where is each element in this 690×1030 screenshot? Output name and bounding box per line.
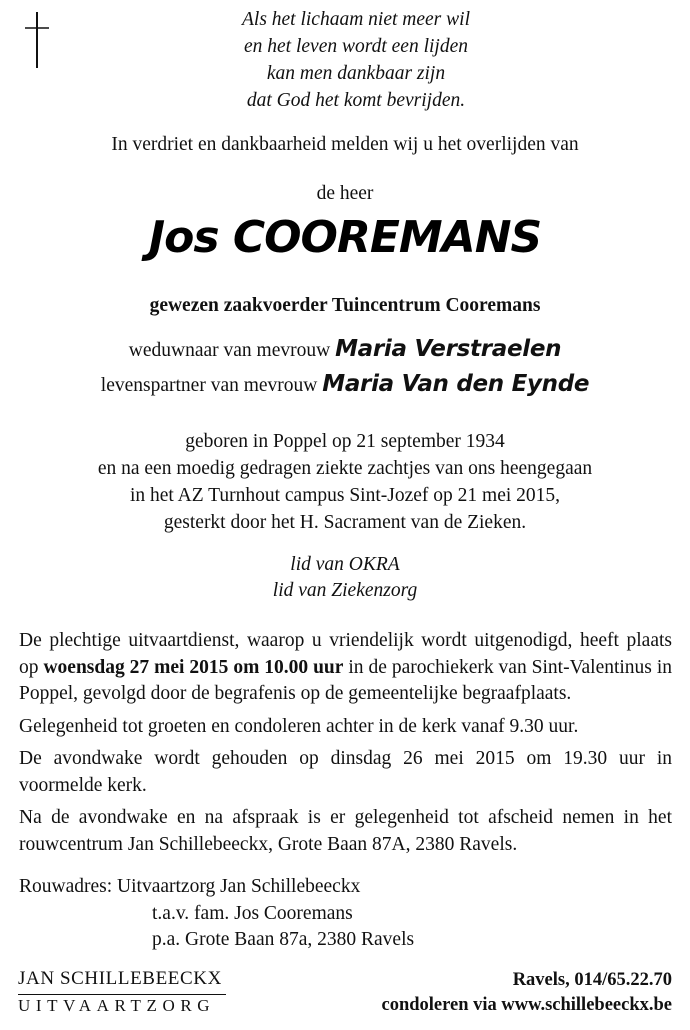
address-line: p.a. Grote Baan 87a, 2380 Ravels <box>152 929 415 950</box>
partner-name: Maria Van den Eynde <box>322 371 590 397</box>
funeral-service-paragraph <box>19 628 672 708</box>
relation-prefix: weduwnaar van mevrouw <box>128 340 331 361</box>
poem <box>0 6 690 114</box>
relation-partner <box>0 371 690 397</box>
text-run: in de parochiekerk van Sint-Valentinus in Poppel, gevolgd door de begrafenis op de gemeentelijke begraafplaats. <box>19 656 673 704</box>
poem-line: en het leven wordt een lijden <box>244 36 468 57</box>
contact-website: condoleren via www.schillebeeckx.be <box>381 995 672 1015</box>
intro-text: In verdriet en dankbaarheid melden wij u het overlijden van <box>111 134 579 155</box>
title-prefix: de heer <box>316 183 374 204</box>
membership-item: lid van OKRA <box>290 554 400 575</box>
contact-phone: Ravels, 014/65.22.70 <box>512 970 672 990</box>
deceased-name: Jos COOREMANS <box>148 212 542 263</box>
poem-line: dat God het komt bevrijden. <box>246 90 466 111</box>
address-line: Uitvaartzorg Jan Schillebeeckx <box>117 876 361 897</box>
bio-line: gesterkt door het H. Sacrament van de Zieken. <box>163 512 527 533</box>
function-text: gewezen zaakvoerder Tuincentrum Cooremans <box>149 295 541 316</box>
biography <box>0 428 690 536</box>
address-line: t.a.v. fam. Jos Cooremans <box>152 902 353 924</box>
wake-paragraph: De avondwake wordt gehouden op dinsdag 26 mei 2015 om 19.30 uur in voormelde kerk. <box>19 748 672 796</box>
contact-info <box>381 968 672 1018</box>
condolence-paragraph: Gelegenheid tot groeten en condoleren achter in de kerk vanaf 9.30 uur. <box>19 715 579 737</box>
address-label: Rouwadres: <box>19 876 113 897</box>
bio-line: geboren in Poppel op 21 september 1934 <box>185 431 505 452</box>
memberships <box>0 552 690 604</box>
relation-prefix: levenspartner van mevrouw <box>100 375 318 396</box>
brand-subtitle: UITVAARTZORG <box>18 996 216 1015</box>
bio-line: in het AZ Turnhout campus Sint-Jozef op 21 mei 2015, <box>129 485 561 506</box>
poem-line: Als het lichaam niet meer wil <box>241 9 470 30</box>
farewell-paragraph: Na de avondwake en na afspraak is er gelegenheid tot afscheid nemen in het rouwcentrum Jan Schillebeeckx, Grote Baan 87A, 2380 Ravels. <box>19 807 672 855</box>
membership-item: lid van Ziekenzorg <box>272 580 418 601</box>
brand-divider <box>18 994 226 995</box>
mourning-address <box>19 874 414 954</box>
funeral-date: woensdag 27 mei 2015 om 10.00 uur <box>43 656 344 678</box>
bio-line: en na een moedig gedragen ziekte zachtjes van ons heengegaan <box>97 458 593 479</box>
text-run: De plechtige uitvaartdienst, waarop u vriendelijk wordt uitgenodigd, heeft plaats op <box>19 630 672 678</box>
relation-widower <box>0 336 690 362</box>
spouse-name: Maria Verstraelen <box>335 336 562 362</box>
funeral-details <box>19 628 672 864</box>
poem-line: kan men dankbaar zijn <box>266 63 446 84</box>
brand-name: JAN SCHILLEBEECKX <box>18 968 222 989</box>
